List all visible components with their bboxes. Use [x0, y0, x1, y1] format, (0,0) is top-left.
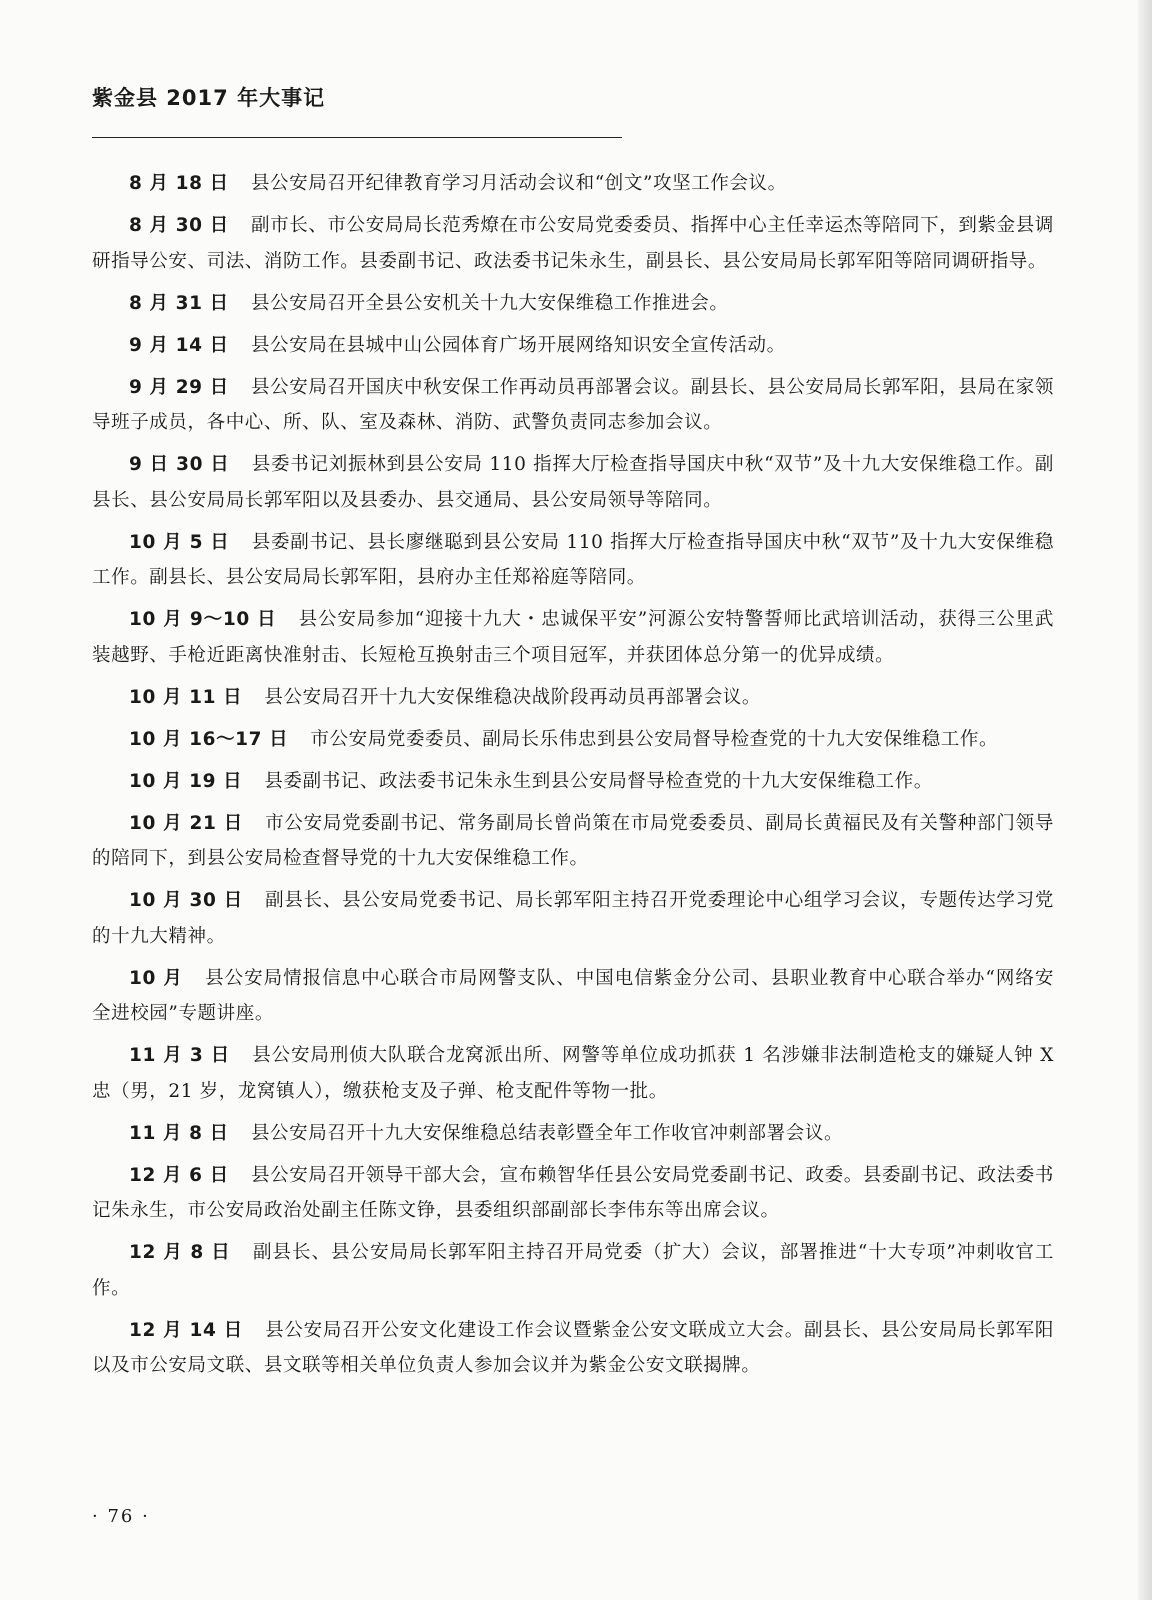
chronicle-entry — [92, 680, 1054, 716]
entry-text: 县公安局参加“迎接十九大・忠诚保平安”河源公安特警誓师比武培训活动，获得三公里武装越野、手枪近距离快准射击、长短枪互换射击三个项目冠军，并获团体总分第一的优异成绩。 — [92, 609, 1054, 666]
entry-text: 县公安局召开公安文化建设工作会议暨紫金公安文联成立大会。副县长、县公安局局长郭军阳以及市公安局文联、县文联等相关单位负责人参加会议并为紫金公安文联揭牌。 — [92, 1319, 1054, 1376]
chronicle-entry — [92, 1116, 1054, 1152]
chronicle-entry — [92, 883, 1054, 954]
entry-text: 县公安局召开十九大安保维稳总结表彰暨全年工作收官冲刺部署会议。 — [250, 1122, 844, 1144]
entry-date: 11 月 3 日 — [129, 1045, 231, 1066]
entry-text: 县公安局召开十九大安保维稳决战阶段再动员再部署会议。 — [264, 686, 762, 708]
entry-date: 10 月 21 日 — [129, 812, 243, 834]
entry-text: 县公安局召开全县公安机关十九大安保维稳工作推进会。 — [250, 292, 729, 314]
chronicle-entry — [92, 806, 1054, 877]
chronicle-entry — [92, 208, 1054, 279]
entry-text: 县委副书记、政法委书记朱永生到县公安局督导检查党的十九大安保维稳工作。 — [264, 770, 933, 792]
chronicle-entry — [92, 602, 1054, 673]
entry-text: 县公安局在县城中山公园体育广场开展网络知识安全宣传活动。 — [250, 334, 786, 356]
entry-date: 8 月 30 日 — [129, 215, 229, 236]
chronicle-entry — [92, 286, 1054, 322]
chronicle-entry — [92, 1235, 1054, 1306]
entry-text: 县公安局情报信息中心联合市局网警支队、中国电信紫金分公司、县职业教育中心联合举办“网络安全进校园”专题讲座。 — [92, 967, 1054, 1024]
entry-date: 10 月 19 日 — [129, 770, 243, 792]
entry-text: 副市长、市公安局局长范秀燎在市公安局党委委员、指挥中心主任幸运杰等陪同下，到紫金县调研指导公安、司法、消防工作。县委副书记、政法委书记朱永生，副县长、县公安局局长郭军阳等陪同调研指导。 — [92, 215, 1054, 272]
running-header: 紫金县 2017 年大事记 — [92, 86, 326, 110]
entry-date: 8 月 31 日 — [129, 292, 229, 314]
chronicle-entry — [92, 1313, 1054, 1384]
entry-date: 10 月 16～17 日 — [129, 728, 289, 750]
page-number: · 76 · — [92, 1506, 150, 1527]
entry-date: 9 月 29 日 — [129, 376, 229, 398]
entry-date: 12 月 14 日 — [129, 1319, 243, 1341]
entry-date: 10 月 — [129, 967, 183, 989]
chronicle-entry — [92, 764, 1054, 800]
entry-text: 县公安局刑侦大队联合龙窝派出所、网警等单位成功抓获 1 名涉嫌非法制造枪支的嫌疑人钟 X 忠（男，21 岁，龙窝镇人），缴获枪支及子弹、枪支配件等物一批。 — [92, 1045, 1054, 1102]
entry-date: 12 月 8 日 — [129, 1242, 231, 1263]
entry-date: 10 月 5 日 — [129, 531, 230, 553]
entry-text: 市公安局党委委员、副局长乐伟忠到县公安局督导检查党的十九大安保维稳工作。 — [310, 728, 999, 750]
entry-text: 县委副书记、县长廖继聪到县公安局 110 指挥大厅检查指导国庆中秋“双节”及十九大安保维稳工作。副县长、县公安局局长郭军阳，县府办主任郑裕庭等陪同。 — [92, 531, 1054, 588]
entry-date: 8 月 18 日 — [129, 173, 229, 194]
chronicle-entry — [92, 447, 1054, 518]
header-rule — [92, 137, 622, 138]
entry-date: 12 月 6 日 — [129, 1164, 229, 1186]
page-edge — [1138, 0, 1152, 1600]
chronicle-entry — [92, 525, 1054, 596]
entry-text: 市公安局党委副书记、常务副局长曾尚策在市局党委委员、副局长黄福民及有关警种部门领导的陪同下，到县公安局检查督导党的十九大安保维稳工作。 — [92, 812, 1054, 869]
entry-date: 10 月 30 日 — [129, 890, 243, 911]
entry-text: 县公安局召开国庆中秋安保工作再动员再部署会议。副县长、县公安局局长郭军阳，县局在家领导班子成员，各中心、所、队、室及森林、消防、武警负责同志参加会议。 — [92, 376, 1054, 433]
chronicle-entry — [92, 722, 1054, 758]
entry-text: 县公安局召开纪律教育学习月活动会议和“创文”攻坚工作会议。 — [250, 173, 787, 194]
entry-date: 11 月 8 日 — [129, 1122, 229, 1144]
entry-text: 县委书记刘振林到县公安局 110 指挥大厅检查指导国庆中秋“双节”及十九大安保维稳工作。副县长、县公安局局长郭军阳以及县委办、县交通局、县公安局领导等陪同。 — [92, 454, 1054, 511]
entry-date: 10 月 9～10 日 — [129, 609, 277, 630]
entry-text: 副县长、县公安局党委书记、局长郭军阳主持召开党委理论中心组学习会议，专题传达学习党的十九大精神。 — [92, 890, 1054, 947]
chronicle-entry — [92, 328, 1054, 364]
chronicle-body — [92, 166, 1054, 1390]
chronicle-entry — [92, 961, 1054, 1032]
chronicle-entry — [92, 370, 1054, 441]
chronicle-entry — [92, 1158, 1054, 1229]
entry-text: 县公安局召开领导干部大会，宣布赖智华任县公安局党委副书记、政委。县委副书记、政法委书记朱永生，市公安局政治处副主任陈文铮，县委组织部副部长李伟东等出席会议。 — [92, 1164, 1054, 1221]
chronicle-entry — [92, 1038, 1054, 1109]
entry-date: 10 月 11 日 — [129, 686, 243, 708]
entry-date: 9 日 30 日 — [129, 454, 230, 475]
entry-text: 副县长、县公安局局长郭军阳主持召开局党委（扩大）会议，部署推进“十大专项”冲刺收官工作。 — [92, 1242, 1054, 1299]
chronicle-entry — [92, 166, 1054, 202]
entry-date: 9 月 14 日 — [129, 334, 229, 356]
